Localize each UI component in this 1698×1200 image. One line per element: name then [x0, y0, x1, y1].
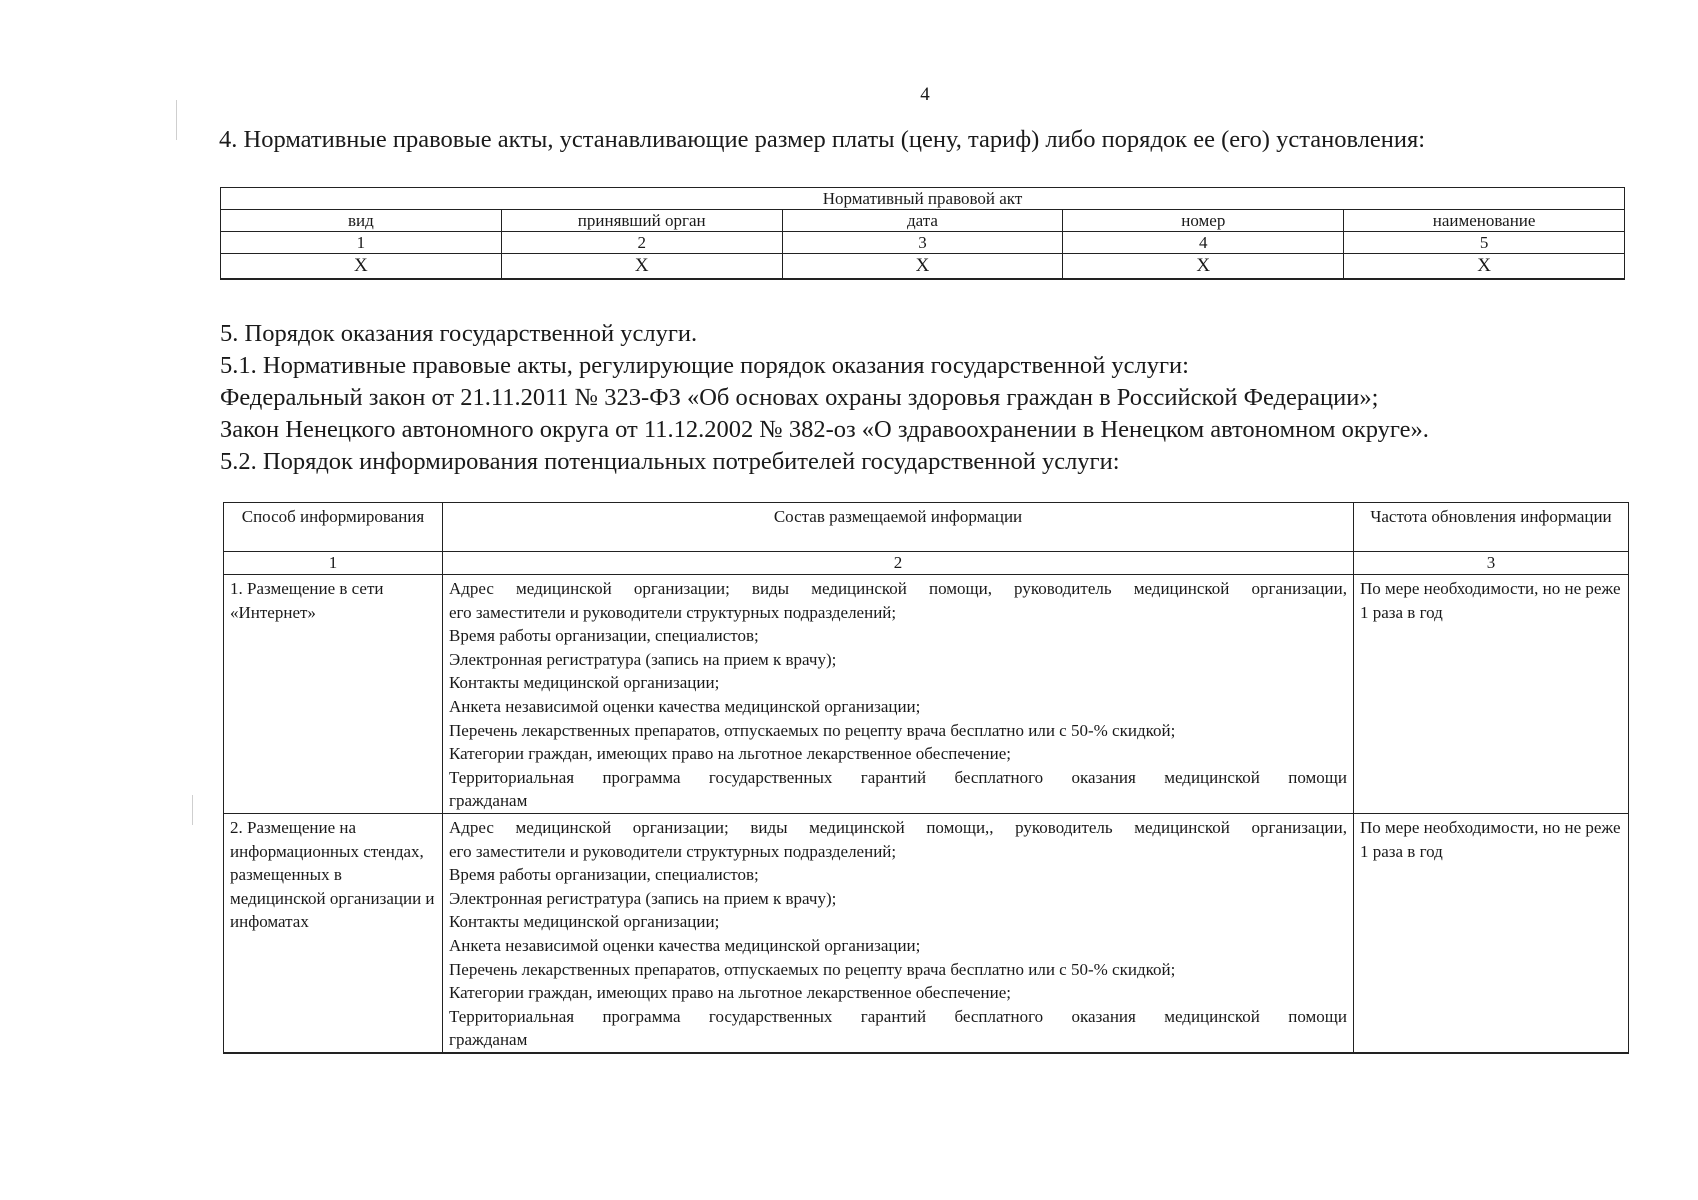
content-line: Время работы организации, специалистов;	[449, 865, 759, 885]
column-number: 1	[221, 232, 502, 254]
table-row	[224, 813, 1629, 1052]
legal-acts-title: Нормативный правовой акт	[221, 188, 1625, 210]
federal-law-reference: Федеральный закон от 21.11.2011 № 323-ФЗ «Об основах охраны здоровья граждан в Российской Федерации»;	[220, 384, 1379, 411]
section-4-heading: 4. Нормативные правовые акты, устанавливающие размер платы (цену, тариф) либо порядок ее (его) установления:	[219, 126, 1426, 153]
column-number: 1	[224, 552, 443, 575]
informing-method: 2. Размещение на информационных стендах, размещенных в медицинской организации и инфоматах	[224, 813, 443, 1052]
content-line: Категории граждан, имеющих право на льготное лекарственное обеспечение;	[449, 744, 1012, 764]
scan-edge-mark-top	[176, 100, 177, 140]
column-number: 3	[782, 232, 1063, 254]
column-header-name: наименование	[1344, 210, 1625, 232]
column-header-frequency: Частота обновления информации	[1354, 503, 1629, 552]
update-frequency: По мере необходимости, но не реже 1 раза в год	[1354, 813, 1629, 1052]
table-cell: Х	[221, 254, 502, 280]
section-5-2-heading: 5.2. Порядок информирования потенциальных потребителей государственной услуги:	[220, 448, 1120, 475]
table-cell: Х	[1344, 254, 1625, 280]
page-number: 4	[920, 84, 930, 105]
content-line: Анкета независимой оценки качества медицинской организации;	[449, 696, 921, 716]
informing-table	[223, 502, 1629, 1054]
column-number: 2	[443, 552, 1354, 575]
content-line: Перечень лекарственных препаратов, отпускаемых по рецепту врача бесплатно или с 50-% скидкой;	[449, 720, 1176, 740]
content-line: Электронная регистратура (запись на прием к врачу);	[449, 649, 837, 669]
column-number: 2	[501, 232, 782, 254]
column-header-content: Состав размещаемой информации	[443, 503, 1354, 552]
column-number: 3	[1354, 552, 1629, 575]
legal-acts-number-row	[221, 232, 1625, 254]
legal-acts-table	[220, 187, 1625, 280]
content-line: Время работы организации, специалистов;	[449, 626, 759, 646]
table-cell: Х	[501, 254, 782, 280]
section-5	[220, 318, 1429, 478]
content-line: его заместители и руководители структурных подразделений;	[449, 602, 897, 622]
legal-acts-header-row	[221, 210, 1625, 232]
column-number: 5	[1344, 232, 1625, 254]
column-header-number: номер	[1063, 210, 1344, 232]
column-header-date: дата	[782, 210, 1063, 232]
content-line: Перечень лекарственных препаратов, отпускаемых по рецепту врача бесплатно или с 50-% скидкой;	[449, 959, 1176, 979]
informing-method: 1. Размещение в сети «Интернет»	[224, 575, 443, 814]
scan-edge-mark-bottom	[192, 795, 193, 825]
table-row	[224, 575, 1629, 814]
regional-law-reference: Закон Ненецкого автономного округа от 11.12.2002 № 382-оз «О здравоохранении в Ненецком автономном округе».	[220, 416, 1429, 443]
legal-acts-value-row	[221, 254, 1625, 280]
content-line: Электронная регистратура (запись на прием к врачу);	[449, 888, 837, 908]
content-line: Территориальная программа государственных гарантий бесплатного оказания медицинской помощи	[449, 1006, 1347, 1026]
informing-content	[443, 575, 1354, 814]
update-frequency: По мере необходимости, но не реже 1 раза в год	[1354, 575, 1629, 814]
content-line: гражданам	[449, 791, 528, 811]
table-cell: Х	[1063, 254, 1344, 280]
legal-acts-title-row	[221, 188, 1625, 210]
column-header-organ: принявший орган	[501, 210, 782, 232]
section-5-1-heading: 5.1. Нормативные правовые акты, регулирующие порядок оказания государственной услуги:	[220, 352, 1189, 379]
informing-content	[443, 813, 1354, 1052]
content-line: Категории граждан, имеющих право на льготное лекарственное обеспечение;	[449, 983, 1012, 1003]
table-cell: Х	[782, 254, 1063, 280]
column-header-method: Способ информирования	[224, 503, 443, 552]
content-line: Контакты медицинской организации;	[449, 912, 720, 932]
content-line: Территориальная программа государственных гарантий бесплатного оказания медицинской помощи	[449, 767, 1347, 787]
informing-number-row	[224, 552, 1629, 575]
content-line: Контакты медицинской организации;	[449, 673, 720, 693]
content-line: Анкета независимой оценки качества медицинской организации;	[449, 935, 921, 955]
section-5-heading: 5. Порядок оказания государственной услуги.	[220, 320, 698, 347]
content-line: его заместители и руководители структурных подразделений;	[449, 841, 897, 861]
content-line: Адрес медицинской организации; виды медицинской помощи, руководитель медицинской организации,	[449, 579, 1347, 598]
column-number: 4	[1063, 232, 1344, 254]
content-line: Адрес медицинской организации; виды медицинской помощи,, руководитель медицинской организации,	[449, 817, 1347, 837]
informing-header-row	[224, 503, 1629, 552]
content-line: гражданам	[449, 1030, 528, 1050]
column-header-vid: вид	[221, 210, 502, 232]
